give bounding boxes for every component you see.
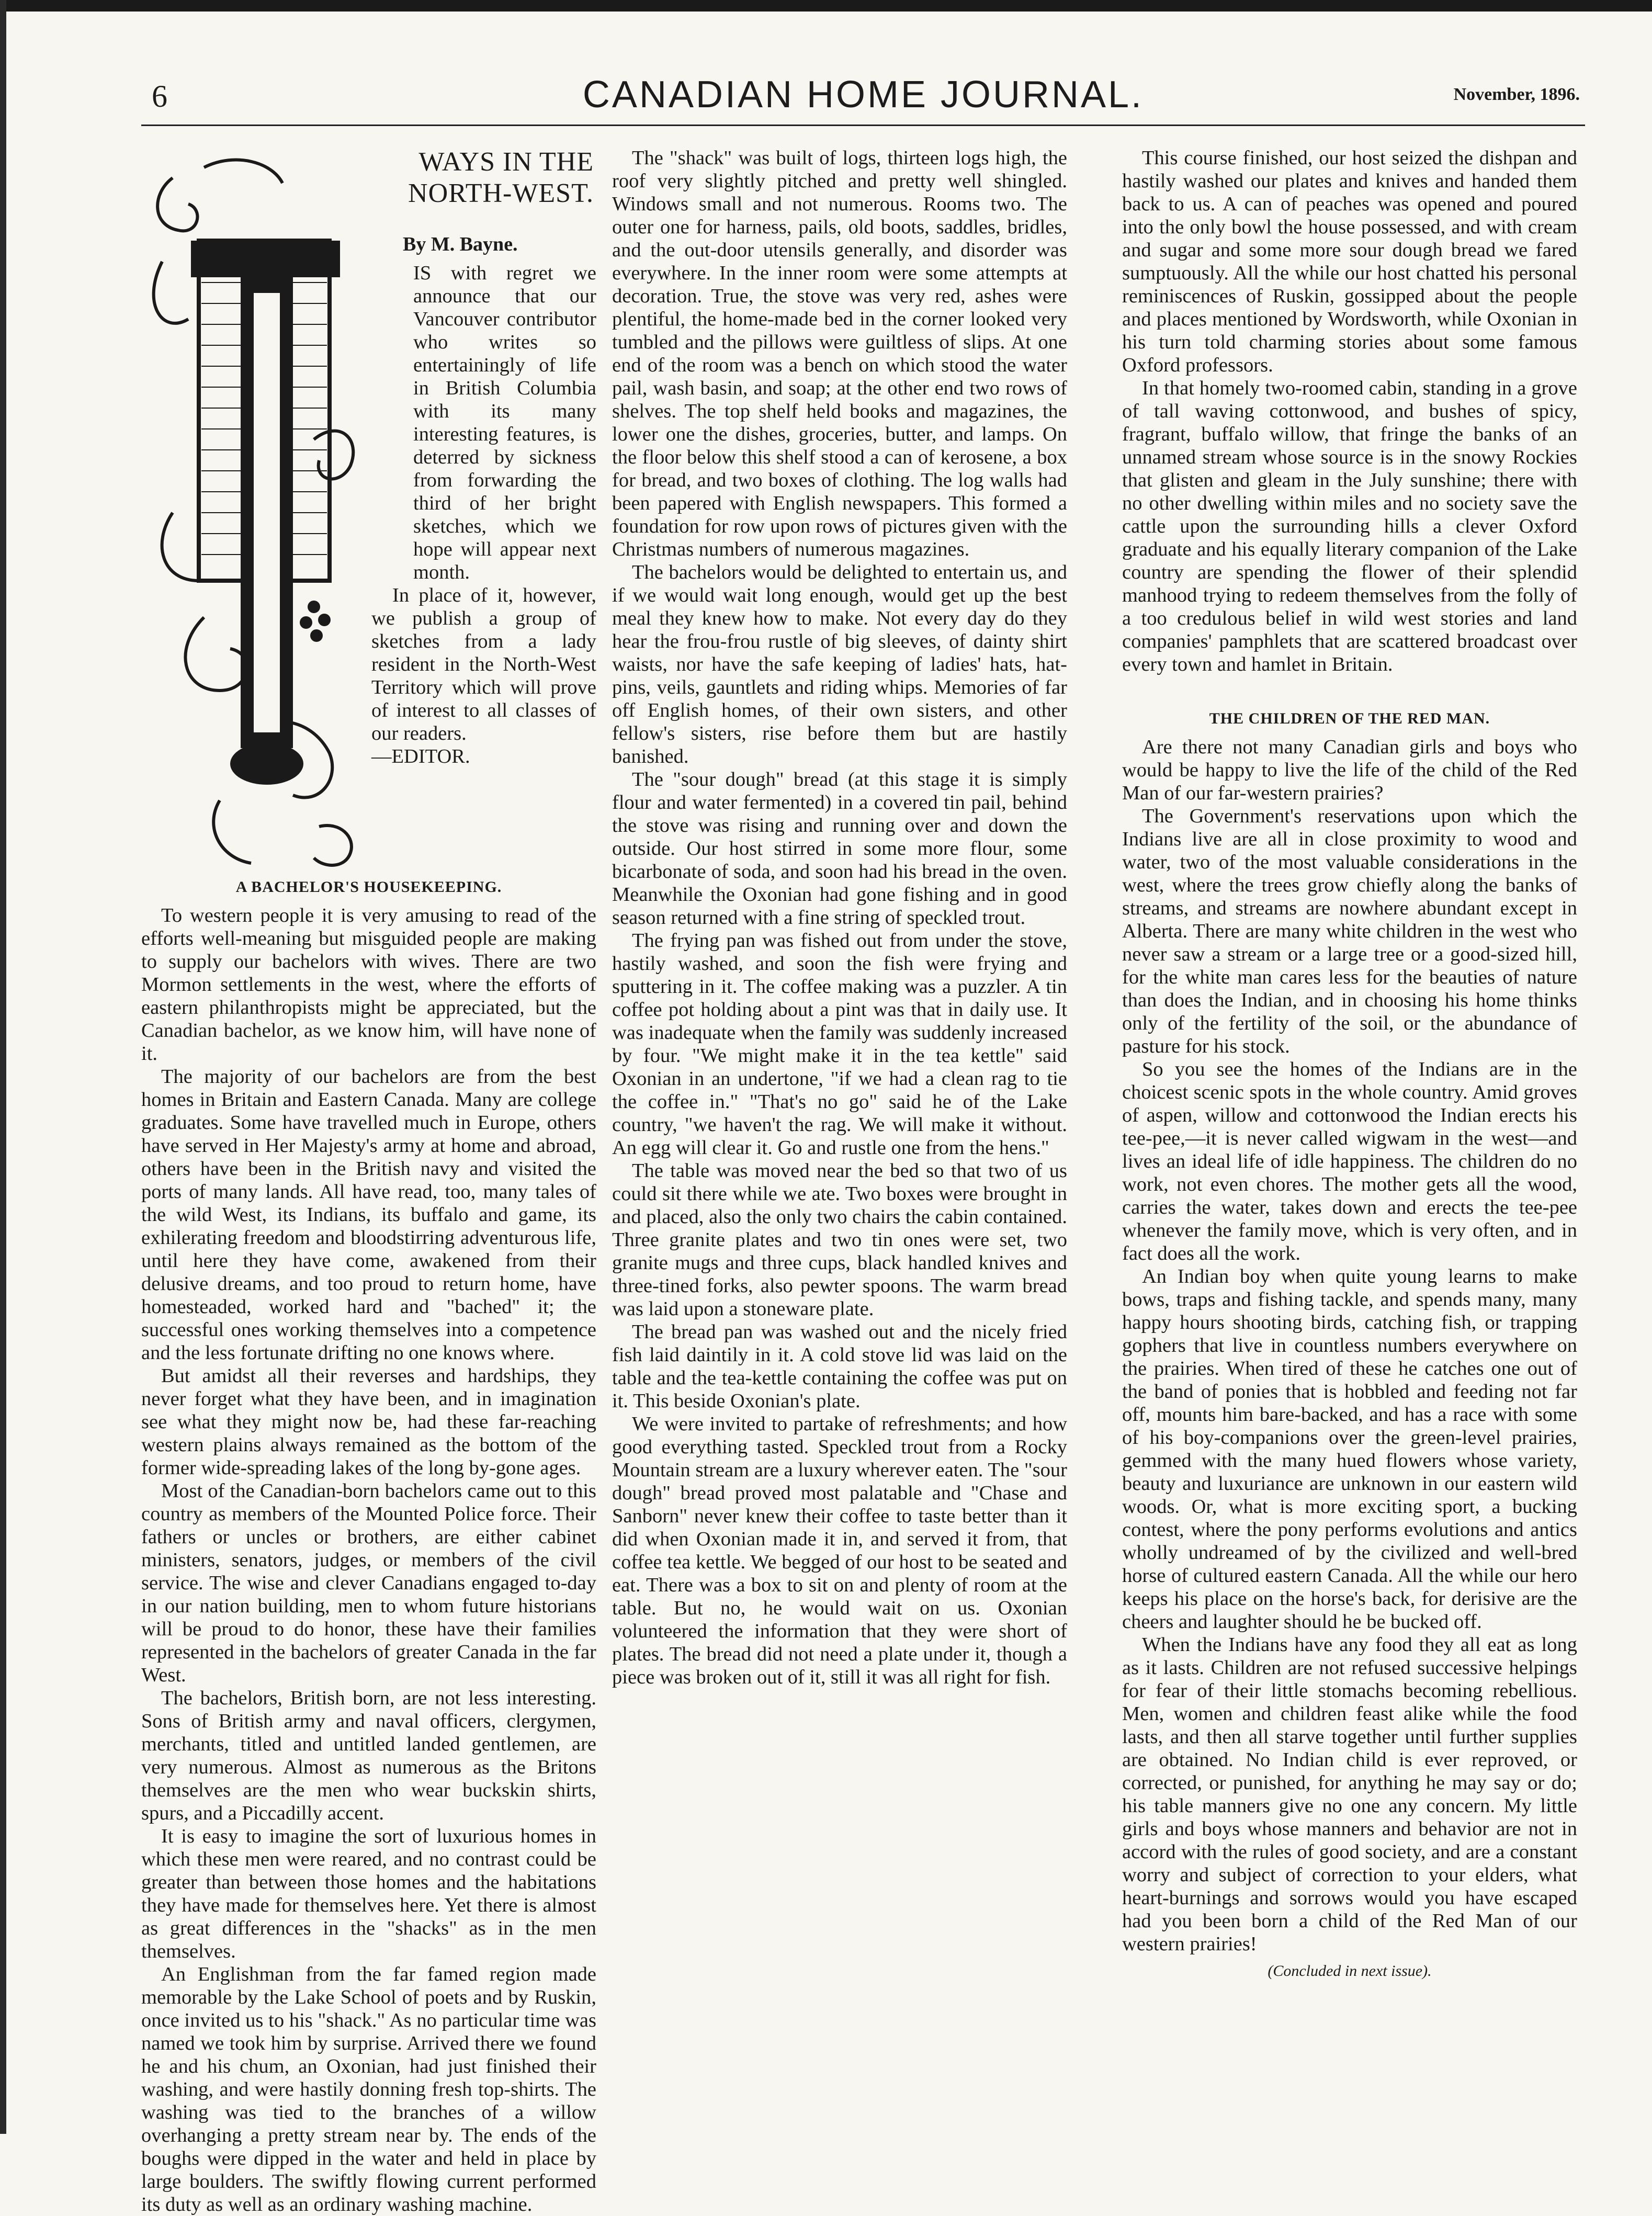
section-heading: THE CHILDREN OF THE RED MAN. bbox=[1209, 710, 1490, 727]
body-paragraph: The Government's reservations upon which the Indians live are all in close proximity to wood and water, two of the most valuable considerations in the west, where the trees grow chiefly along the banks of streams, and streams are nowhere abundant except in Alberta. There are many white children in the west who never saw a stream or a large tree or a good-sized hill, for the white man cares less for the beauties of nature than does the Indian, and in choosing his home thinks only of the fertility of the soil, or the abundance of pasture for his stock. bbox=[1122, 805, 1577, 1057]
body-paragraph: The "sour dough" bread (at this stage it is simply flour and water fermented) in a covered tin pail, behind the stove was rising and running over and down the outside. Our host stirred in some more flour, some bicarbonate of soda, and soon had his bread in the oven. Meanwhile the Oxonian had gone fishing and in good season returned with a fine string of speckled trout. bbox=[612, 768, 1067, 929]
page-header bbox=[141, 73, 1585, 126]
section-heading: A BACHELOR'S HOUSEKEEPING. bbox=[235, 878, 502, 896]
column-1 bbox=[141, 146, 596, 2215]
body-paragraph: So you see the homes of the Indians are in the choicest scenic spots in the whole country. Amid groves of aspen, willow and cottonwood the Indian erects his tee-pee,—it is never called wigwam in the west—and lives an ideal life of idle happiness. The children do no work, not even chores. The mother gets all the wood, carries the water, takes down and erects the tee-pee whenever the family move, which is very often, and in fact does all the work. bbox=[1122, 1058, 1577, 1264]
article-opening bbox=[141, 146, 596, 868]
body-paragraph: But amidst all their reverses and hardships, they never forget what they have been, and in imagination see what they might now be, had these far-reaching western plains always remained as the bottom of the former wide-spreading lakes of the long by-gone ages. bbox=[141, 1365, 596, 1479]
body-paragraph: An Englishman from the far famed region made memorable by the Lake School of poets and by Ruskin, once invited us to his "shack." As no particular time was named we took him by surprise. Arrived there we found he and his chum, an Oxonian, had just finished their washing, and were hastily donning fresh top-shirts. The washing was tied to the branches of a willow overhanging a pretty stream near by. The ends of the boughs were dipped in the water and held in place by large boulders. The swiftly flowing current performed its duty as well as an ordinary washing machine. bbox=[141, 1963, 596, 2215]
continuation-note: (Concluded in next issue). bbox=[1268, 1962, 1432, 1980]
body-paragraph: The "shack" was built of logs, thirteen logs high, the roof very slightly pitched and pretty well shingled. Windows small and not numerous. Rooms two. The outer one for harness, pails, old boots, saddles, bridles, and the out-door utensils generally, and disorder was everywhere. In the inner room were some attempts at decoration. True, the stove was very red, ashes were plentiful, the home-made bed in the corner looked very tumbled and the pillows were guiltless of slips. At one end of the room was a bench on which stood the water pail, wash basin, and soap; at the other end two rows of shelves. The top shelf held books and magazines, the lower one the dishes, groceries, butter, and lamps. On the floor below this shelf stood a can of kerosene, a box for bread, and two boxes of clothing. The log walls had been papered with English newspapers. This formed a foundation for row upon rows of pictures given with the Christmas numbers of numerous magazines. bbox=[612, 147, 1067, 560]
article-title: WAYS IN THE NORTH-WEST. bbox=[408, 147, 594, 208]
body-paragraph: The table was moved near the bed so that two of us could sit there while we ate. Two boxes were brought in and placed, also the only two chairs the cabin contained. Three granite plates and two tin ones were set, two granite mugs and three cups, black handled knives and three-tined forks, also pewter spoons. The warm bread was laid upon a stoneware plate. bbox=[612, 1160, 1067, 1320]
body-paragraph: Are there not many Canadian girls and boys who would be happy to live the life of the child of the Red Man of our far-western prairies? bbox=[1122, 736, 1577, 804]
body-paragraph: When the Indians have any food they all eat as long as it lasts. Children are not refused successive helpings for fear of their little stomachs becoming rebellious. Men, women and children feast alike while the food lasts, and then all starve together until further supplies are obtained. No Indian child is ever reproved, or corrected, or punished, for anything he may say or do; his table manners give no one any concern. My little girls and boys whose manners and behavior are not in accord with the rules of good society, and are a constant worry and subject of correction to your elders, what heart-burnings and sorrows would you have escaped had you been born a child of the Red Man of our western prairies! bbox=[1122, 1634, 1577, 1955]
editor-note bbox=[141, 262, 596, 768]
body-paragraph: The bachelors would be delighted to entertain us, and if we would wait long enough, would get up the best meal they knew how to make. Not every day do they hear the frou-frou rustle of big sleeves, of dainty shirt waists, nor have the safe keeping of ladies' hats, hat-pins, veils, gauntlets and riding whips. Memories of far off English homes, of their own sisters, and other fellow's sisters, rise before them but are hastily banished. bbox=[612, 561, 1067, 767]
page-edge bbox=[0, 0, 6, 2134]
issue-date: November, 1896. bbox=[1453, 85, 1580, 104]
header-rule bbox=[141, 125, 1585, 126]
page-number: 6 bbox=[152, 79, 167, 114]
column-2 bbox=[612, 146, 1067, 2113]
body-paragraph: It is easy to imagine the sort of luxurious homes in which these men were reared, and no contrast could be greater than between those homes and the habitations they have made for themselves here. Yet there is almost as great differences in the "shacks" as in the men themselves. bbox=[141, 1825, 596, 1962]
body-paragraph: We were invited to partake of refreshments; and how good everything tasted. Speckled trout from a Rocky Mountain stream are a luxury wherever eaten. The "sour dough" bread proved most palatable and "Chase and Sanborn" never knew their coffee to taste better than it did when Oxonian made it in, and served it from, that coffee tea kettle. We begged of our host to be seated and eat. There was a box to sit on and plenty of room at the table. But no, he would wait on us. Oxonian volunteered the information that they were short of plates. The bread did not need a plate under it, though a piece was broken out of it, still it was all right for fish. bbox=[612, 1413, 1067, 1688]
body-paragraph: The bachelors, British born, are not less interesting. Sons of British army and naval officers, clergymen, merchants, titled and untitled landed gentlemen, are very numerous. Almost as numerous as the Britons themselves are the men who wear buckskin shirts, spurs, and a Piccadilly accent. bbox=[141, 1687, 596, 1824]
journal-title: CANADIAN HOME JOURNAL. bbox=[582, 74, 1144, 116]
column-3 bbox=[1122, 146, 1577, 2113]
editor-note-paragraph: IS with regret we announce that our Vancouver contributor who writes so entertainingly of life in British Columbia with its many interesting features, is deterred by sickness from forwarding the third of her bright sketches, which we hope will appear next month. bbox=[413, 262, 596, 583]
editor-note-paragraph: In place of it, however, we publish a group of sketches from a lady resident in the North-West Territory which will prove of interest to all classes of our readers. bbox=[371, 584, 596, 744]
body-paragraph: To western people it is very amusing to read of the efforts well-meaning but misguided people are making to supply our bachelors with wives. There are two Mormon settlements in the west, where the efforts of eastern philanthropists might be appreciated, but the Canadian bachelor, as we know him, will have none of it. bbox=[141, 905, 596, 1065]
body-paragraph: The bread pan was washed out and the nicely fried fish laid daintily in it. A cold stove lid was laid on the table and the tea-kettle containing the coffee was put on it. This beside Oxonian's plate. bbox=[612, 1321, 1067, 1412]
article-byline: By M. Bayne. bbox=[403, 233, 518, 255]
body-paragraph: An Indian boy when quite young learns to make bows, traps and fishing tackle, and spends many, many happy hours shooting birds, catching fish, or trapping gophers that live in countless numbers everywhere on the prairies. When tired of these he catches one out of the band of ponies that is hobbled and feeding not far off, mounts him bare-backed, and has a race with some of his boy-companions over the green-level prairies, gemmed with the many hued flowers whose variety, beauty and luxuriance are unknown in our eastern wild woods. Or, what is more exciting sport, a bucking contest, where the pony performs evolutions and antics wholly undreamed of by the civilized and well-bred horse of cultured eastern Canada. All the while our hero keeps his place on the horse's back, for derisive are the cheers and laughter should he be bucked off. bbox=[1122, 1265, 1577, 1633]
editor-signature: —EDITOR. bbox=[371, 745, 470, 767]
body-paragraph: This course finished, our host seized the dishpan and hastily washed our plates and knives and handed them back to us. A can of peaches was opened and poured into the only bowl the house possessed, and with cream and sugar and some more sour dough bread we fared sumptuously. All the while our host chatted his personal reminiscences of Ruskin, gossipped about the people and places mentioned by Wordsworth, while Oxonian in his turn told charming stories about some famous Oxford professors. bbox=[1122, 147, 1577, 376]
body-paragraph: In that homely two-roomed cabin, standing in a grove of tall waving cottonwood, and bushes of spicy, fragrant, buffalo willow, that fringe the banks of an unnamed stream whose source is in the snowy Rockies that glisten and gleam in the July sunshine; there with no other dwelling within miles and no society save the cattle upon the surrounding hills a clever Oxford graduate and his equally literary companion of the Lake country are spending the flower of their splendid manhood trying to redeem themselves from the folly of a too credulous belief in wild west stories and land companies' pamphlets that are scattered broadcast over every town and hamlet in Britain. bbox=[1122, 377, 1577, 675]
top-border bbox=[0, 0, 1652, 12]
body-paragraph: The frying pan was fished out from under the stove, hastily washed, and soon the fish were frying and sputtering in it. The coffee making was a puzzler. A tin coffee pot holding about a pint was that in daily use. It was inadequate when the family was suddenly increased by four. "We might make it in the tea kettle" said Oxonian in an undertone, "if we had a clean rag to tie the coffee in." "That's no go" said he of the Lake country, "we haven't the rag. We will make it without. An egg will clear it. Go and rustle one from the hens." bbox=[612, 930, 1067, 1159]
body-paragraph: Most of the Canadian-born bachelors came out to this country as members of the Mounted Police force. Their fathers or uncles or brothers, are either cabinet ministers, senators, judges, or members of the civil service. The wise and clever Canadians engaged to-day in our nation building, men to whom future historians will be proud to do honor, these have their families represented in the bachelors of greater Canada in the far West. bbox=[141, 1480, 596, 1686]
body-paragraph: The majority of our bachelors are from the best homes in Britain and Eastern Canada. Many are college graduates. Some have travelled much in Europe, others have served in Her Majesty's army at home and abroad, others have been in the British navy and visited the ports of many lands. All have read, too, many tales of the wild West, its Indians, its buffalo and game, its exhilerating freedom and bloodstirring adventurous life, until here they have come, awakened from their delusive dreams, and too proud to return home, have homesteaded, worked hard and "bached" it; the successful ones working themselves into a competence and the less fortunate drifting no one knows where. bbox=[141, 1066, 596, 1364]
